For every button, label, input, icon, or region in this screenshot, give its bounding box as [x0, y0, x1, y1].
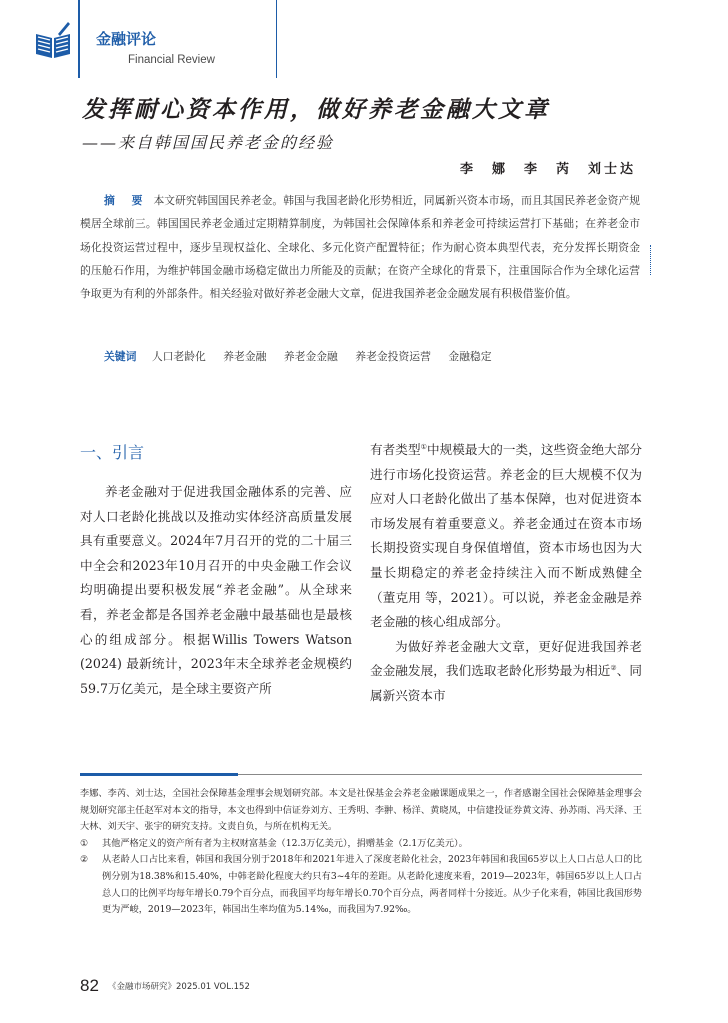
footnote-ref[interactable]: ②: [610, 664, 617, 673]
footnote-ref[interactable]: ①: [420, 442, 427, 451]
footnote-item: [80, 852, 642, 918]
body-paragraph: 为做好养老金融大文章，更好促进我国养老金金融发展，我们选取老龄化形势最为相近②、同属新兴资本市: [370, 638, 643, 703]
keyword: 养老金金融: [283, 350, 338, 363]
abstract-label: 摘 要: [104, 194, 146, 207]
footnote-text: 其他严格定义的资产所有者为主权财富基金（12.3万亿美元），捐赠基金（2.1万亿美元）。: [102, 837, 468, 849]
footnotes: [80, 786, 642, 919]
body-column-left: [80, 480, 352, 701]
article-authors: 李 娜 李 芮 刘士达: [460, 162, 637, 177]
section-title-cn: 金融评论: [96, 30, 157, 48]
page-number: 82: [80, 976, 99, 995]
body-column-right: [370, 438, 642, 709]
section-heading: 一、引言: [80, 443, 145, 462]
keyword: 人口老龄化: [151, 350, 206, 363]
footnote-item: [80, 836, 642, 853]
keywords: [104, 348, 506, 366]
author-note: 李娜、李芮、刘士达，全国社会保障基金理事会规划研究部。本文是社保基金会养老金融课题成果之一，作者感谢全国社会保障基金理事会规划研究部主任赵军对本文的指导，本文也得到中信证券刘方、王秀明、李翀、杨洋、黄晓凤，中信建投证券黄文涛、孙苏雨、冯天泽、王大林、刘天宇、张宇的研究支持。文责自负，与所在机构无关。: [80, 788, 642, 833]
keyword: 养老金投资运营: [355, 350, 431, 363]
article-title: 发挥耐心资本作用，做好养老金融大文章: [82, 96, 550, 123]
body-paragraph: 养老金融对于促进我国金融体系的完善、应对人口老龄化挑战以及推动实体经济高质量发展具有重要意义。2024年7月召开的党的二十届三中全会和2023年10月召开的中央金融工作会议均明确提出要积极发展“养老金融”。从全球来看，养老金都是各国养老金融中最基础也是最核心的组成部分。根据Willis Towers Watson (2024) 最新统计，2023年末全球养老金规模约59.7万亿美元，是全球主要资产所: [80, 484, 352, 696]
header-divider-right: [276, 0, 277, 78]
header-divider: [78, 0, 80, 78]
footnote-rule: [80, 773, 238, 776]
keyword: 养老金融: [223, 350, 267, 363]
section-title-en: Financial Review: [128, 54, 215, 66]
keyword: 金融稳定: [448, 350, 492, 363]
margin-mark: [650, 245, 651, 275]
journal-info: 《金融市场研究》2025.01 VOL.152: [108, 982, 250, 992]
article-subtitle: ——来自韩国国民养老金的经验: [82, 133, 335, 152]
keywords-label: 关键词: [104, 350, 137, 363]
open-book-quill-icon: [34, 20, 72, 60]
abstract-text: 本文研究韩国国民养老金。韩国与我国老龄化形势相近，同属新兴资本市场，而且其国民养老金资产规模居全球前三。韩国国民养老金通过定期精算制度，为韩国社会保障体系和养老金可持续运营打下基础；在养老金市场化投资运营过程中，逐步呈现权益化、全球化、多元化资产配置特征；作为耐心资本典型代表，充分发挥长期资金的压舱石作用，为维护韩国金融市场稳定做出力所能及的贡献；在资产全球化的背景下，注重国际合作为全球化运营争取更为有利的外部条件。相关经验对做好养老金融大文章，促进我国养老金金融发展有积极借鉴价值。: [80, 194, 641, 301]
footnote-text: 从老龄人口占比来看，韩国和我国分别于2018年和2021年进入了深度老龄化社会，2023年韩国和我国65岁以上人口占总人口的比例分别为18.38%和15.40%，中韩老龄化程度大约只有3~4年的差距。从老龄化速度来看，2019—2023年，韩国65岁以上人口占总人口的比例平均每年增长0.79个百分点，而我国平均每年增长0.70个百分点，两者同样十分接近。从少子化来看，韩国比我国形势更为严峻，2019—2023年，韩国出生率均值为5.14‰，而我国为7.92‰。: [102, 854, 642, 916]
footnote-mark: ②: [80, 854, 89, 866]
footnote-mark: ①: [80, 837, 89, 849]
body-paragraph: 有者类型①中规模最大的一类，这些资金绝大部分进行市场化投资运营。养老金的巨大规模不仅为应对人口老龄化做出了基本保障，也对促进资本市场发展有着重要意义。养老金通过在资本市场长期投资实现自身保值增值，资本市场也因为大量长期稳定的养老金持续注入而不断成熟健全（董克用 等，2021）。可以说，养老金金融是养老金融的核心组成部分。: [370, 442, 643, 630]
footnote-rule-thin: [238, 774, 642, 775]
abstract: [80, 189, 640, 305]
